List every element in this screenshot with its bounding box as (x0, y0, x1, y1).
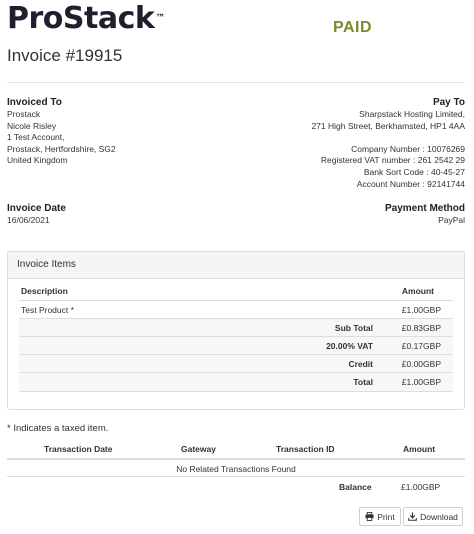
invoice-number: Invoice #19915 (7, 46, 123, 65)
invoiced-to-address (7, 109, 116, 167)
invoiced-to-label: Invoiced To (7, 97, 62, 108)
address-line: United Kingdom (7, 155, 68, 166)
company-number: Company Number : 10076269 (351, 143, 465, 154)
payment-method-value: PayPal (438, 215, 465, 225)
bank-sort-code: Bank Sort Code : 40-45-27 (363, 166, 465, 177)
balance-value: £1.00GBP (401, 482, 441, 492)
printer-icon (365, 512, 374, 521)
trademark-mark: ™ (155, 13, 165, 24)
prostack-logo (7, 2, 165, 36)
transactions-header-row (7, 440, 465, 458)
address-line: 271 High Street, Berkhamsted, HP1 4AA (311, 120, 465, 131)
spacer (311, 132, 465, 144)
download-icon (408, 512, 417, 521)
credit-value: £0.00GBP (401, 359, 441, 369)
col-transaction-date: Transaction Date (44, 444, 113, 454)
address-line: Sharpstack Hosting Limited, (359, 109, 465, 119)
col-description: Description (21, 286, 68, 296)
taxed-note: * Indicates a taxed item. (7, 423, 109, 434)
pay-to-label: Pay To (432, 97, 465, 108)
subtotal-label: Sub Total (334, 323, 373, 333)
address-line: Prostack, Hertfordshire, SG2 (7, 143, 116, 154)
invoice-date-value: 16/06/2021 (7, 215, 50, 225)
download-button[interactable] (403, 507, 463, 526)
status-badge: PAID (333, 19, 373, 36)
table-row (19, 300, 453, 319)
credit-row (19, 354, 453, 373)
vat-row (19, 336, 453, 355)
table-row (7, 458, 465, 478)
divider (7, 82, 465, 83)
credit-label: Credit (348, 359, 373, 369)
vat-value: £0.17GBP (401, 341, 441, 351)
no-transactions-message: No Related Transactions Found (176, 464, 296, 474)
panel-header (8, 252, 464, 279)
panel-title: Invoice Items (17, 259, 76, 270)
invoice-items-panel (7, 251, 465, 410)
pay-to-address (311, 109, 465, 190)
invoice-date-label: Invoice Date (7, 203, 66, 214)
items-header-row (19, 282, 453, 300)
col-gateway: Gateway (181, 444, 216, 454)
logo-text: ProStack (7, 1, 155, 36)
subtotal-value: £0.83GBP (401, 323, 441, 333)
col-amount: Amount (403, 444, 436, 454)
address-line: Nicole Risley (7, 120, 57, 131)
total-value: £1.00GBP (401, 377, 441, 387)
col-amount: Amount (401, 286, 434, 296)
vat-label: 20.00% VAT (326, 341, 373, 351)
account-number: Account Number : 92141744 (356, 178, 465, 189)
print-label: Print (377, 511, 395, 522)
address-line: Prostack (7, 109, 41, 119)
balance-row (7, 476, 465, 495)
total-label: Total (353, 377, 373, 387)
subtotal-row (19, 318, 453, 337)
download-label: Download (420, 511, 458, 522)
item-amount: £1.00GBP (401, 305, 441, 315)
col-transaction-id: Transaction ID (276, 444, 335, 454)
total-row (19, 372, 453, 392)
item-description: Test Product * (21, 305, 74, 315)
print-button[interactable] (359, 507, 401, 526)
vat-number: Registered VAT number : 261 2542 29 (320, 155, 465, 166)
address-line: 1 Test Account, (7, 132, 65, 143)
payment-method-label: Payment Method (384, 203, 465, 214)
balance-label: Balance (339, 482, 372, 492)
